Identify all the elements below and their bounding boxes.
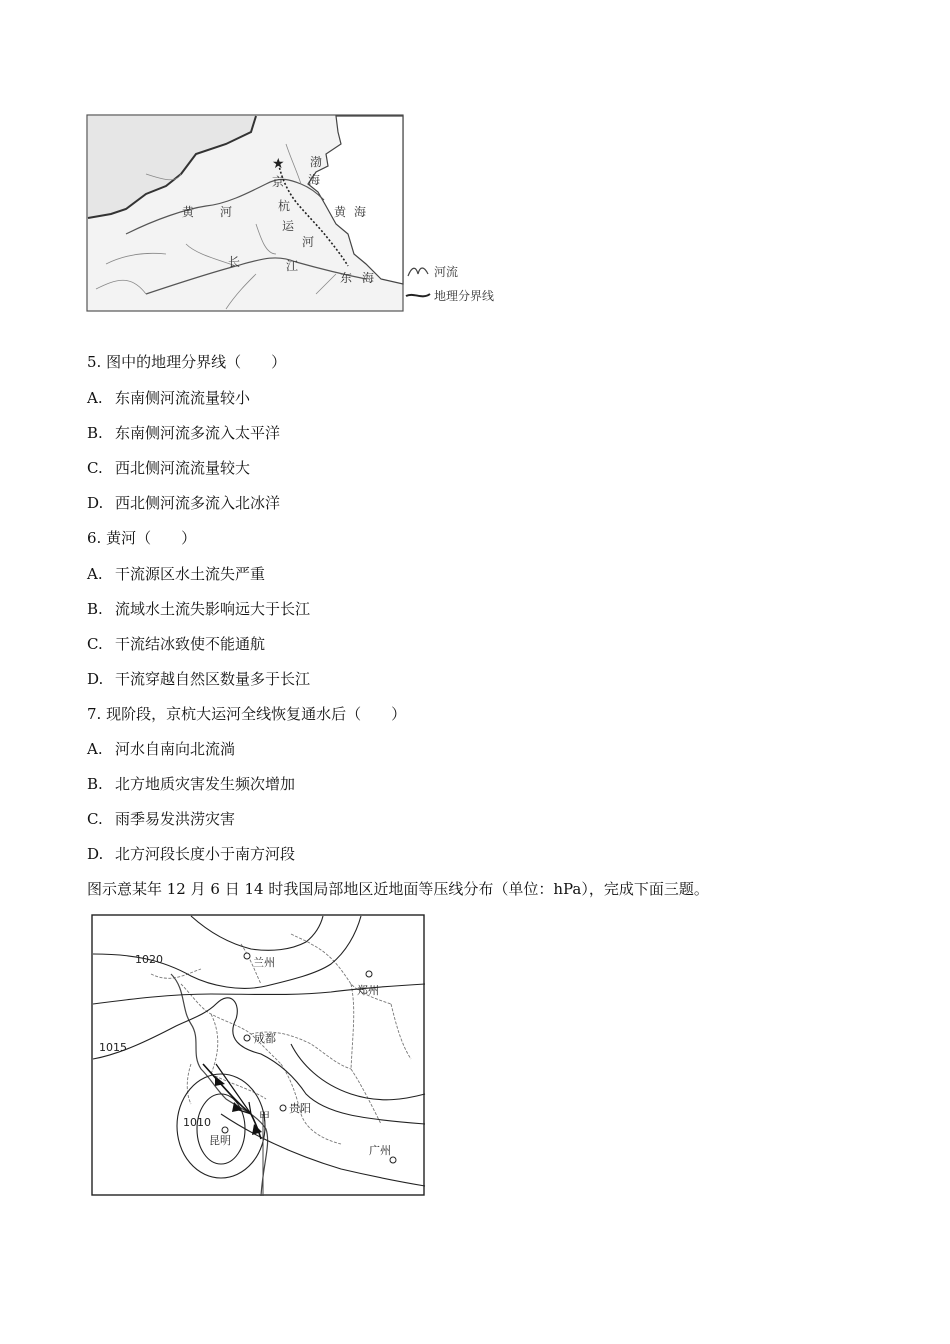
label-yangtze-2: 江 <box>286 259 299 273</box>
city-lanzhou: 兰州 <box>253 956 275 969</box>
question-6-stem: 6. 黄河（ ） <box>87 529 197 547</box>
option-text: 北方地质灾害发生频次增加 <box>115 775 296 793</box>
option-letter: A. <box>87 740 103 758</box>
question-5-stem: 5. 图中的地理分界线（ ） <box>87 353 287 371</box>
q6-option-a <box>87 564 265 584</box>
label-huanghai-2: 海 <box>354 205 367 219</box>
city-dot-zhengzhou <box>366 971 372 977</box>
option-letter: B. <box>87 424 103 442</box>
label-yellow-river-1: 黄 <box>182 205 195 219</box>
q7-option-a <box>87 739 235 759</box>
legend-boundary-label: 地理分界线 <box>434 289 495 303</box>
option-text: 流域水土流失影响远大于长江 <box>115 600 311 618</box>
option-text: 西北侧河流流量较大 <box>115 459 251 477</box>
q5-option-d <box>87 493 280 513</box>
option-letter: D. <box>87 494 104 512</box>
option-text: 干流结冰致使不能通航 <box>115 635 266 653</box>
option-letter: B. <box>87 775 103 793</box>
option-text: 干流穿越自然区数量多于长江 <box>115 670 311 688</box>
label-donghai-1: 东 <box>340 271 353 285</box>
label-bohai-2: 海 <box>308 173 321 187</box>
city-dot-guiyang <box>280 1105 286 1111</box>
city-kunming: 昆明 <box>209 1134 231 1147</box>
option-letter: A. <box>87 389 103 407</box>
map-grand-canal <box>86 114 506 314</box>
option-text: 雨季易发洪涝灾害 <box>115 810 236 828</box>
q5-option-c <box>87 458 250 478</box>
option-letter: A. <box>87 565 103 583</box>
option-letter: D. <box>87 670 104 688</box>
q5-option-a <box>87 388 250 408</box>
beijing-star-icon: ★ <box>272 156 285 172</box>
city-dot-guangzhou <box>390 1157 396 1163</box>
option-letter: C. <box>87 635 103 653</box>
option-text: 东南侧河流多流入太平洋 <box>115 424 281 442</box>
isobar-label-1010: 1010 <box>183 1116 211 1129</box>
option-letter: C. <box>87 810 103 828</box>
label-yangtze-1: 长 <box>228 255 241 269</box>
city-guangzhou: 广州 <box>369 1144 391 1157</box>
legend-river-label: 河流 <box>434 265 459 279</box>
option-text: 东南侧河流流量较小 <box>115 389 251 407</box>
option-letter: B. <box>87 600 103 618</box>
q6-option-c <box>87 634 265 654</box>
label-canal-1: 杭 <box>278 199 291 213</box>
isobar-label-1015: 1015 <box>99 1041 127 1054</box>
q5-option-b <box>87 423 280 443</box>
city-chengdu: 成都 <box>254 1032 276 1045</box>
city-zhengzhou: 郑州 <box>357 984 379 997</box>
option-letter: C. <box>87 459 103 477</box>
label-bohai-1: 渤 <box>310 155 323 169</box>
label-beijing: 京 <box>272 175 285 189</box>
intro-text-isobar: 图示意某年 12 月 6 日 14 时我国局部地区近地面等压线分布（单位：hPa），完成下面三题。 <box>87 880 709 898</box>
q6-option-b <box>87 599 310 619</box>
option-text: 西北侧河流多流入北冰洋 <box>115 494 281 512</box>
label-donghai-2: 海 <box>362 271 375 285</box>
isobar-label-1020: 1020 <box>135 953 163 966</box>
label-canal-2: 运 <box>282 219 295 233</box>
label-huanghai-1: 黄 <box>334 205 347 219</box>
city-guiyang: 贵阳 <box>289 1102 311 1115</box>
option-text: 北方河段长度小于南方河段 <box>115 845 296 863</box>
label-yellow-river-2: 河 <box>220 205 233 219</box>
q7-option-c <box>87 809 235 829</box>
option-letter: D. <box>87 845 104 863</box>
question-7-stem: 7. 现阶段，京杭大运河全线恢复通水后（ ） <box>87 705 407 723</box>
q7-option-d <box>87 844 295 864</box>
map-isobar <box>91 914 427 1198</box>
q7-option-b <box>87 774 295 794</box>
point-jia: 甲 <box>259 1110 270 1123</box>
option-text: 干流源区水土流失严重 <box>115 565 266 583</box>
city-dot-lanzhou <box>244 953 250 959</box>
label-canal-3: 河 <box>302 235 315 249</box>
option-text: 河水自南向北流淌 <box>115 740 236 758</box>
city-dot-chengdu <box>244 1035 250 1041</box>
city-dot-kunming <box>222 1127 228 1133</box>
q6-option-d <box>87 669 310 689</box>
